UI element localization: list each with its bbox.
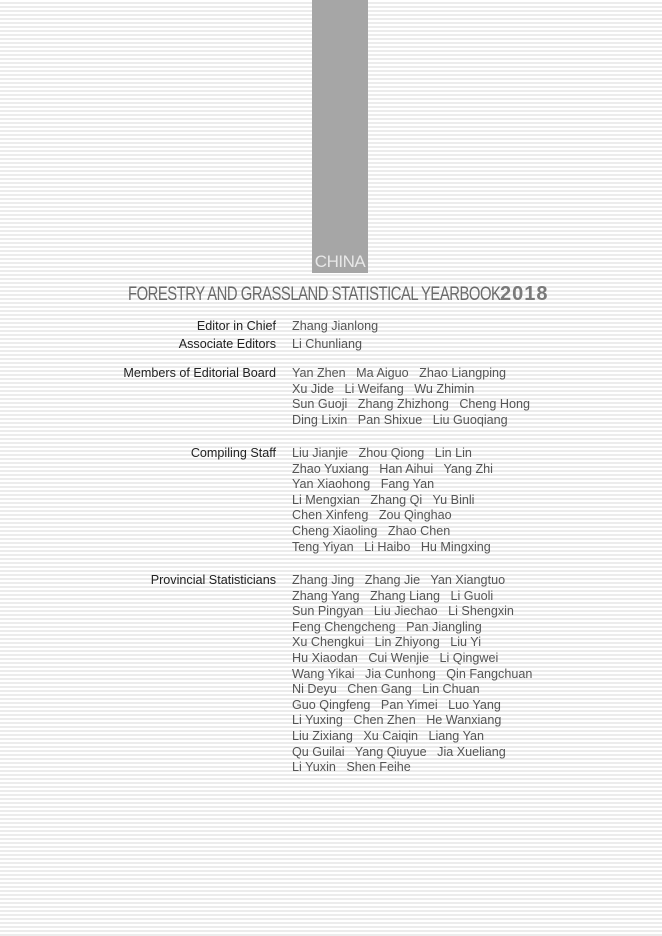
name-line: Guo Qingfeng Pan Yimei Luo Yang (292, 697, 501, 712)
yearbook-year: 2018 (500, 283, 549, 305)
name-line: Zhao Yuxiang Han Aihui Yang Zhi (292, 461, 493, 476)
name-line: Cheng Xiaoling Zhao Chen (292, 523, 451, 538)
section-label: Members of Editorial Board (123, 366, 276, 380)
name-line: Qu Guilai Yang Qiuyue Jia Xueliang (292, 744, 506, 759)
section-label: Provincial Statisticians (150, 573, 276, 587)
name-list (292, 446, 493, 555)
section-label: Compiling Staff (190, 446, 276, 460)
name-line: Zhang Jianlong (292, 319, 379, 333)
name-line: Chen Xinfeng Zou Qinghao (292, 508, 452, 523)
name-line: Liu Zixiang Xu Caiqin Liang Yan (292, 728, 485, 743)
name-line: Yan Zhen Ma Aiguo Zhao Liangping (292, 366, 507, 380)
name-list (292, 319, 378, 335)
name-line: Li Yuxing Chen Zhen He Wanxiang (292, 713, 502, 728)
name-line: Li Chunliang (292, 337, 363, 351)
china-label: CHINA (314, 252, 366, 271)
section-label: Editor in Chief (196, 319, 276, 333)
cover-gray-bar (312, 0, 368, 273)
name-line: Hu Xiaodan Cui Wenjie Li Qingwei (292, 650, 499, 665)
name-list (292, 573, 532, 776)
name-line: Li Mengxian Zhang Qi Yu Binli (292, 492, 475, 507)
name-line: Li Yuxin Shen Feihe (292, 760, 411, 775)
yearbook-title: FORESTRY AND GRASSLAND STATISTICAL YEARBOOK (128, 284, 501, 305)
name-line: Zhang Yang Zhang Liang Li Guoli (292, 588, 494, 603)
name-line: Teng Yiyan Li Haibo Hu Mingxing (292, 539, 491, 554)
name-line: Sun Guoji Zhang Zhizhong Cheng Hong (292, 397, 531, 412)
name-list (292, 337, 362, 353)
section-label: Associate Editors (178, 337, 276, 351)
name-line: Wang Yikai Jia Cunhong Qin Fangchuan (292, 666, 533, 681)
name-line: Ni Deyu Chen Gang Lin Chuan (292, 682, 480, 697)
name-line: Yan Xiaohong Fang Yan (292, 477, 435, 492)
name-list (292, 366, 530, 428)
name-line: Zhang Jing Zhang Jie Yan Xiangtuo (292, 573, 506, 587)
name-line: Feng Chengcheng Pan Jiangling (292, 619, 482, 634)
name-line: Ding Lixin Pan Shixue Liu Guoqiang (292, 412, 508, 427)
name-line: Xu Chengkui Lin Zhiyong Liu Yi (292, 635, 482, 650)
name-line: Liu Jianjie Zhou Qiong Lin Lin (292, 446, 472, 460)
name-line: Sun Pingyan Liu Jiechao Li Shengxin (292, 604, 514, 619)
name-line: Xu Jide Li Weifang Wu Zhimin (292, 381, 475, 396)
